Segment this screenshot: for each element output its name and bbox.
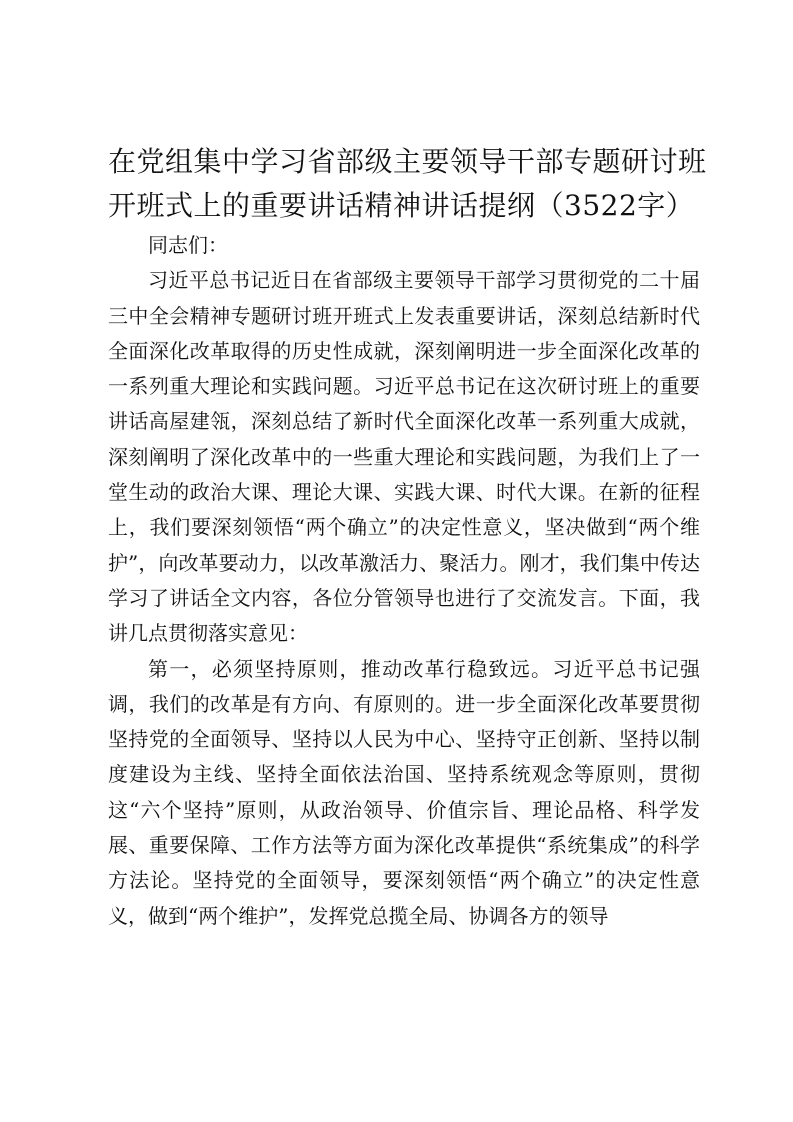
body-paragraph-2: 第一，必须坚持原则，推动改革行稳致远。习近平总书记强调，我们的改革是有方向、有原则的。进一步全面深化改革要贯彻坚持党的全面领导、坚持以人民为中心、坚持守正创新、坚持以制度建设为主线、坚持全面依法治国、坚持系统观念等原则，贯彻这“六个坚持”原则，从政治领导、价值宗旨、理论品格、科学发展、重要保障、工作方法等方面为深化改革提供“系统集成”的科学方法论。坚持党的全面领导，要深刻领悟“两个确立”的决定性意义，做到“两个维护”，发挥党总揽全局、协调各方的领导 [108, 656, 700, 928]
salutation: 同志们： [148, 233, 228, 257]
document-title: 在党组集中学习省部级主要领导干部专题研讨班开班式上的重要讲话精神讲话提纲（3522字） [108, 145, 707, 222]
body-paragraph-1: 习近平总书记近日在省部级主要领导干部学习贯彻党的二十届三中全会精神专题研讨班开班式上发表重要讲话，深刻总结新时代全面深化改革取得的历史性成就，深刻阐明进一步全面深化改革的一系列重大理论和实践问题。习近平总书记在这次研讨班上的重要讲话高屋建瓴，深刻总结了新时代全面深化改革一系列重大成就，深刻阐明了深化改革中的一些重大理论和实践问题，为我们上了一堂生动的政治大课、理论大课、实践大课、时代大课。在新的征程上，我们要深刻领悟“两个确立”的决定性意义，坚决做到“两个维护”，向改革要动力，以改革激活力、聚活力。刚才，我们集中传达学习了讲话全文内容，各位分管领导也进行了交流发言。下面，我讲几点贯彻落实意见： [108, 268, 700, 646]
document-body [108, 228, 700, 934]
